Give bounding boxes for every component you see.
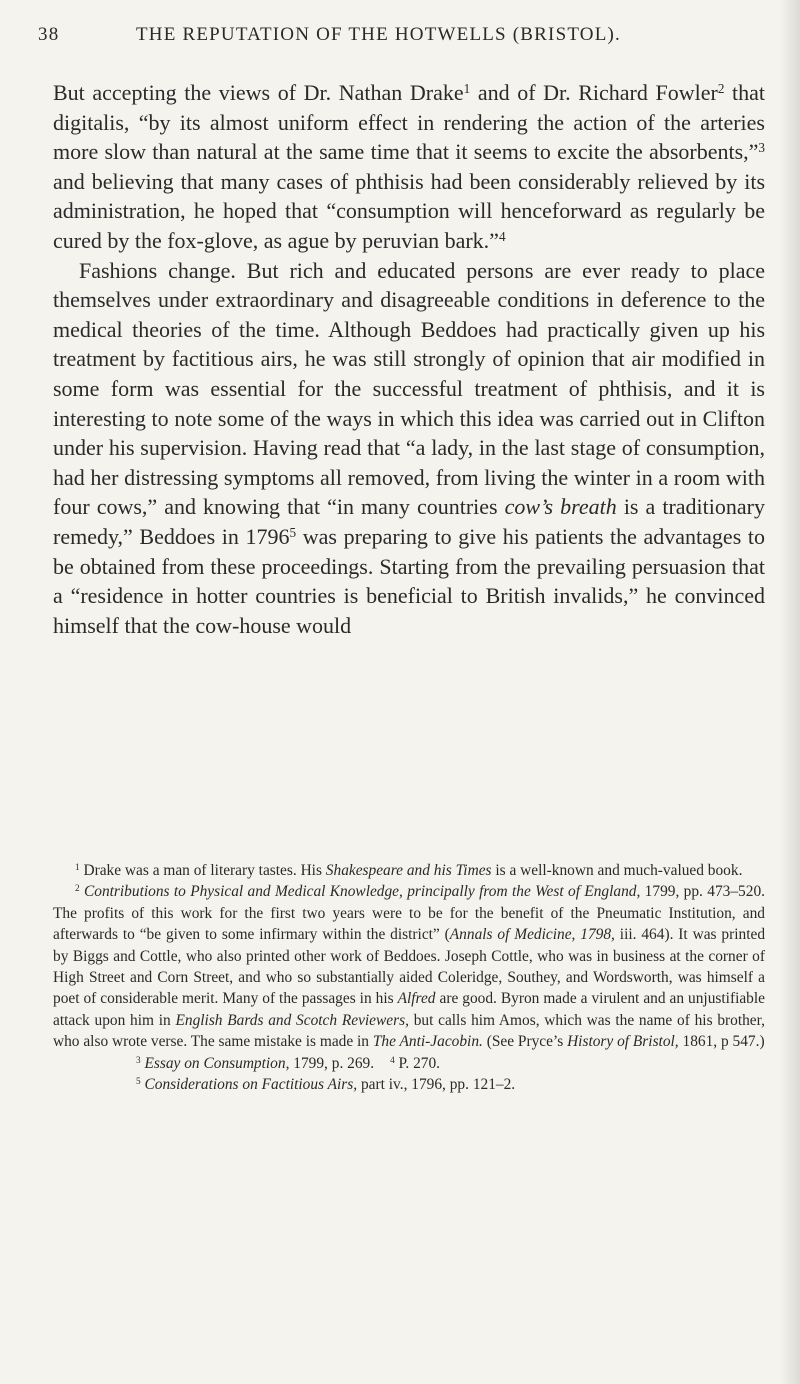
running-title: THE REPUTATION OF THE HOTWELLS (BRISTOL).: [136, 24, 622, 45]
footnotes: [53, 860, 765, 1095]
footnote-5: $^5$ Considerations on Factitious Airs, part iv., 1796, pp. 121–2.: [136, 1075, 516, 1094]
footnote-3-4: $^3$ Essay on Consumption, 1799, p. 269. $^4$ P. 270.: [136, 1054, 441, 1072]
footnote-ref-5: 5: [289, 524, 297, 540]
footnote-2: $^2$ Contributions to Physical and Medical Knowledge, principally from the West of England, 1799, pp. 473–520. The profits of this work for the first two years were to be for the benefit of the Pneumatic Institution, and afterwards to “be given to some infirmary within the district” (Annals of Medicine, 1798, iii. 464). It was printed by Biggs and Cottle, who also printed other work of Beddoes. Joseph Cottle, who was in business at the corner of High Street and Corn Street, and who so substantially aided Coleridge, Southey, and Wordsworth, was himself a poet of considerable merit. Many of the passages in his Alfred are good. Byron made a virulent and an unjustifiable attack upon him in English Bards and Scotch Reviewers, but calls him Amos, which was the name of his brother, who also wrote verse. The same mistake is made in The Anti-Jacobin. (See Pryce’s History of Bristol, 1861, p 547.): [53, 883, 766, 1051]
footnote-ref-2: 2: [717, 80, 725, 96]
page-number: 38: [38, 24, 60, 45]
body-text: [53, 78, 765, 640]
page-edge-shadow: [780, 0, 800, 1384]
footnote-1: $^1$ Drake was a man of literary tastes. His Shakespeare and his Times is a well-known and much-valued book.: [75, 861, 743, 879]
footnote-ref-3: 3: [758, 139, 765, 155]
footnote-ref-4: 4: [498, 228, 506, 244]
paragraph-2: Fashions change. But rich and educated persons are ever ready to place themselves under extraordinary and disagreeable conditions in deference to the medical theories of the time. Although Beddoes had practically given up his treatment by factitious airs, he was still strongly of opinion that air modified in some form was essential for the successful treatment of phthisis, and it is interesting to note some of the ways in which this idea was carried out in Clifton under his supervision. Having read that “a lady, in the last stage of consumption, had her distressing symptoms all removed, from living the winter in a room with four cows,” and knowing that “in many countries cow’s breath is a traditionary remedy,” Beddoes in 1796$^5$ was preparing to give his patients the advantages to be obtained from these proceedings. Starting from the prevailing persuasion that a “residence in hotter countries is beneficial to British invalids,” he convinced himself that the cow-house would: [53, 257, 765, 638]
paragraph-1: But accepting the views of Dr. Nathan Drake$^1$ and of Dr. Richard Fowler$^2$ that digitalis, “by its almost uniform effect in rendering the action of the arteries more slow than natural at the same time that it seems to excite the absorbents,”$^3$ and believing that many cases of phthisis had been considerably relieved by its administration, he hoped that “consumption will henceforward as regularly be cured by the fox-glove, as ague by peruvian bark.”$^4$: [53, 80, 766, 253]
footnote-ref-1: 1: [463, 80, 471, 96]
